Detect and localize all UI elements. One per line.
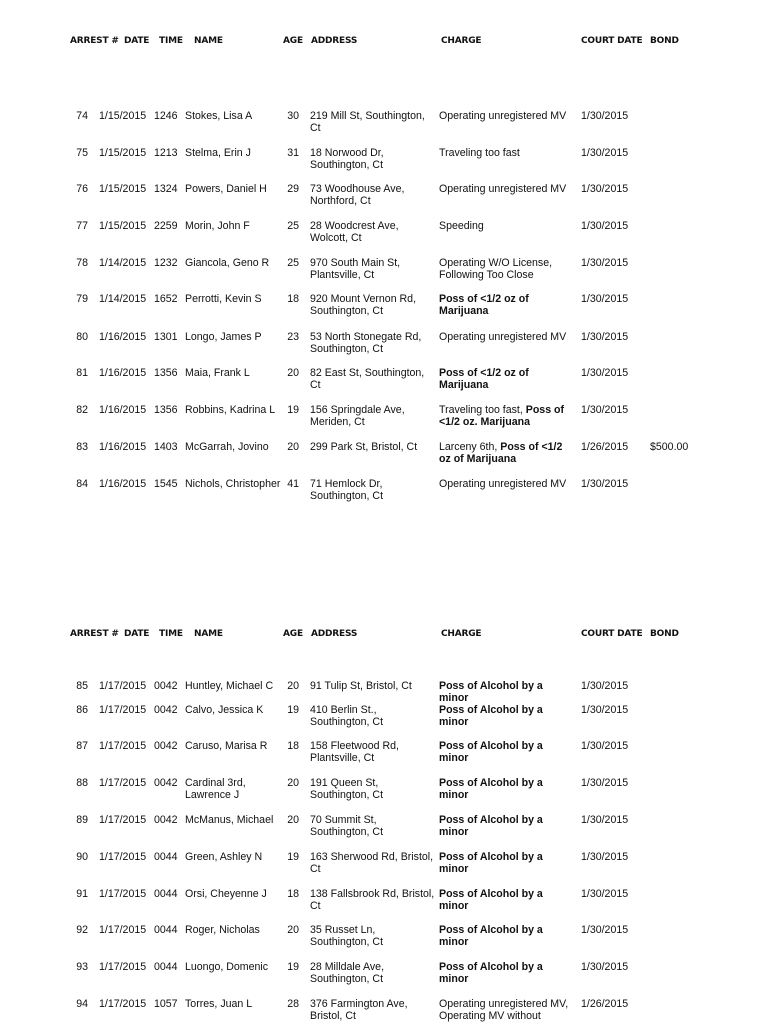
cell-court-date: 1/30/2015 <box>581 924 629 936</box>
cell-name: Longo, James P <box>185 331 262 343</box>
cell-time: 1403 <box>154 441 178 453</box>
cell-name: Robbins, Kadrina L <box>185 404 276 416</box>
cell-name: Luongo, Domenic <box>185 961 269 973</box>
cell-name: Nichols, Christopher <box>185 478 281 490</box>
charge-text-bold: Poss of Alcohol by a minor <box>439 851 543 875</box>
cell-name: Green, Ashley N <box>185 851 263 863</box>
cell-court-date: 1/30/2015 <box>581 331 629 343</box>
cell-charge <box>439 740 573 764</box>
table-row <box>0 704 768 738</box>
cell-age: 41 <box>287 478 299 490</box>
cell-time: 1545 <box>154 478 178 490</box>
header-date: DATE <box>124 629 150 639</box>
table-row <box>0 777 768 811</box>
cell-date: 1/15/2015 <box>99 147 147 159</box>
table-row <box>0 331 768 365</box>
cell-age: 20 <box>287 924 299 936</box>
cell-arrest-number: 76 <box>76 183 88 195</box>
cell-date: 1/15/2015 <box>99 220 147 232</box>
cell-address: 82 East St, Southington, Ct <box>310 367 425 391</box>
header-time: TIME <box>159 36 183 46</box>
cell-arrest-number: 77 <box>76 220 88 232</box>
header-address: ADDRESS <box>311 36 358 46</box>
table-row <box>0 441 768 475</box>
cell-court-date: 1/30/2015 <box>581 257 629 269</box>
cell-address: 91 Tulip St, Bristol, Ct <box>310 680 412 692</box>
table-row <box>0 293 768 327</box>
cell-charge <box>439 888 573 912</box>
charge-text-bold: Poss of Alcohol by a minor <box>439 888 543 912</box>
charge-text: Operating unregistered MV <box>439 183 567 195</box>
header-bond: BOND <box>650 629 679 639</box>
cell-date: 1/15/2015 <box>99 110 147 122</box>
cell-age: 20 <box>287 814 299 826</box>
charge-text-bold: Poss of Alcohol by a minor <box>439 924 543 948</box>
cell-date: 1/16/2015 <box>99 367 147 379</box>
cell-charge <box>439 367 573 391</box>
cell-court-date: 1/30/2015 <box>581 220 629 232</box>
cell-court-date: 1/26/2015 <box>581 441 629 453</box>
charge-text-bold: Poss of <1/2 oz of Marijuana <box>439 293 529 317</box>
cell-address: 73 Woodhouse Ave, Northford, Ct <box>310 183 405 207</box>
cell-time: 1213 <box>154 147 178 159</box>
cell-name: Orsi, Cheyenne J <box>185 888 267 900</box>
cell-court-date: 1/30/2015 <box>581 777 629 789</box>
charge-text-bold: Poss of Alcohol by a minor <box>439 777 543 801</box>
cell-bond: $500.00 <box>650 441 689 453</box>
cell-arrest-number: 78 <box>76 257 88 269</box>
cell-age: 19 <box>287 961 299 973</box>
cell-address: 70 Summit St, Southington, Ct <box>310 814 384 838</box>
cell-court-date: 1/30/2015 <box>581 888 629 900</box>
cell-court-date: 1/30/2015 <box>581 704 629 716</box>
cell-address: 28 Woodcrest Ave, Wolcott, Ct <box>310 220 399 244</box>
cell-time: 1057 <box>154 998 178 1010</box>
charge-text-bold: Poss of <1/2 oz of Marijuana <box>439 367 529 391</box>
charge-text: Operating unregistered MV <box>439 478 567 490</box>
cell-date: 1/17/2015 <box>99 961 147 973</box>
cell-name: Perrotti, Kevin S <box>185 293 262 305</box>
table-row <box>0 888 768 922</box>
cell-address: 53 North Stonegate Rd, Southington, Ct <box>310 331 422 355</box>
cell-name: Stelma, Erin J <box>185 147 251 159</box>
cell-age: 18 <box>287 740 299 752</box>
cell-age: 18 <box>287 293 299 305</box>
cell-age: 20 <box>287 680 299 692</box>
charge-text: Operating W/O License, Following Too Close <box>439 257 553 281</box>
cell-date: 1/17/2015 <box>99 740 147 752</box>
cell-name: Maia, Frank L <box>185 367 250 379</box>
cell-court-date: 1/26/2015 <box>581 998 629 1010</box>
cell-charge <box>439 704 573 728</box>
cell-name: Torres, Juan L <box>185 998 253 1010</box>
cell-time: 1324 <box>154 183 178 195</box>
cell-address: 156 Springdale Ave, Meriden, Ct <box>310 404 405 428</box>
table-row <box>0 961 768 995</box>
cell-address: 376 Farmington Ave, Bristol, Ct <box>310 998 408 1022</box>
cell-arrest-number: 87 <box>76 740 88 752</box>
charge-text: Traveling too fast <box>439 147 520 159</box>
table-row <box>0 257 768 291</box>
charge-text-bold: Poss of Alcohol by a minor <box>439 740 543 764</box>
cell-time: 0044 <box>154 924 178 936</box>
cell-age: 19 <box>287 704 299 716</box>
cell-time: 1232 <box>154 257 178 269</box>
cell-court-date: 1/30/2015 <box>581 961 629 973</box>
cell-charge <box>439 998 573 1022</box>
cell-age: 31 <box>287 147 299 159</box>
cell-date: 1/16/2015 <box>99 331 147 343</box>
cell-age: 20 <box>287 367 299 379</box>
cell-charge <box>439 814 573 838</box>
cell-age: 20 <box>287 441 299 453</box>
header-charge: CHARGE <box>441 36 482 46</box>
cell-arrest-number: 90 <box>76 851 88 863</box>
cell-court-date: 1/30/2015 <box>581 478 629 490</box>
cell-address: 163 Sherwood Rd, Bristol, Ct <box>310 851 434 875</box>
cell-date: 1/17/2015 <box>99 851 147 863</box>
table-row <box>0 183 768 217</box>
charge-text: Operating unregistered MV <box>439 110 567 122</box>
cell-arrest-number: 92 <box>76 924 88 936</box>
table-row <box>0 220 768 254</box>
cell-name: Giancola, Geno R <box>185 257 270 269</box>
cell-age: 23 <box>287 331 299 343</box>
cell-arrest-number: 89 <box>76 814 88 826</box>
table-row <box>0 404 768 438</box>
cell-charge <box>439 220 573 232</box>
cell-court-date: 1/30/2015 <box>581 814 629 826</box>
cell-date: 1/15/2015 <box>99 183 147 195</box>
cell-court-date: 1/30/2015 <box>581 367 629 379</box>
cell-court-date: 1/30/2015 <box>581 110 629 122</box>
cell-address: 299 Park St, Bristol, Ct <box>310 441 418 453</box>
cell-name: McGarrah, Jovino <box>185 441 269 453</box>
table-row <box>0 110 768 144</box>
header-name: NAME <box>194 36 223 46</box>
charge-text-bold: Poss of Alcohol by a minor <box>439 814 543 838</box>
header-court-date: COURT DATE <box>581 629 643 639</box>
cell-time: 0044 <box>154 961 178 973</box>
cell-address: 219 Mill St, Southington, Ct <box>310 110 425 134</box>
cell-charge <box>439 110 573 122</box>
cell-time: 0042 <box>154 814 178 826</box>
cell-name: Roger, Nicholas <box>185 924 260 936</box>
cell-date: 1/17/2015 <box>99 888 147 900</box>
cell-time: 1356 <box>154 404 178 416</box>
charge-text: Operating unregistered MV, Operating MV without <box>439 998 569 1022</box>
cell-charge <box>439 961 573 985</box>
cell-charge <box>439 257 573 281</box>
header-name: NAME <box>194 629 223 639</box>
charge-text: Larceny 6th, <box>439 441 501 453</box>
table-row <box>0 740 768 774</box>
cell-age: 18 <box>287 888 299 900</box>
cell-time: 0042 <box>154 704 178 716</box>
cell-name: Caruso, Marisa R <box>185 740 268 752</box>
cell-arrest-number: 81 <box>76 367 88 379</box>
cell-arrest-number: 85 <box>76 680 88 692</box>
header-time: TIME <box>159 629 183 639</box>
cell-charge <box>439 404 573 428</box>
charge-text: Operating unregistered MV <box>439 331 567 343</box>
cell-arrest-number: 83 <box>76 441 88 453</box>
cell-age: 19 <box>287 851 299 863</box>
cell-address: 158 Fleetwood Rd, Plantsville, Ct <box>310 740 399 764</box>
charge-text-bold: Poss of Alcohol by a minor <box>439 704 543 728</box>
cell-date: 1/17/2015 <box>99 814 147 826</box>
charge-text: Traveling too fast, <box>439 404 526 416</box>
charge-text-bold: Poss of Alcohol by a minor <box>439 961 543 985</box>
cell-arrest-number: 75 <box>76 147 88 159</box>
cell-arrest-number: 79 <box>76 293 88 305</box>
cell-address: 410 Berlin St., Southington, Ct <box>310 704 384 728</box>
cell-charge <box>439 293 573 317</box>
cell-age: 30 <box>287 110 299 122</box>
cell-address: 920 Mount Vernon Rd, Southington, Ct <box>310 293 417 317</box>
table-row <box>0 851 768 885</box>
cell-age: 25 <box>287 220 299 232</box>
cell-charge <box>439 331 573 343</box>
cell-address: 138 Fallsbrook Rd, Bristol, Ct <box>310 888 435 912</box>
table-row <box>0 147 768 181</box>
cell-date: 1/14/2015 <box>99 293 147 305</box>
cell-arrest-number: 86 <box>76 704 88 716</box>
cell-date: 1/16/2015 <box>99 478 147 490</box>
cell-date: 1/17/2015 <box>99 777 147 789</box>
cell-age: 19 <box>287 404 299 416</box>
cell-time: 0042 <box>154 777 178 789</box>
cell-time: 2259 <box>154 220 178 232</box>
cell-time: 1356 <box>154 367 178 379</box>
cell-court-date: 1/30/2015 <box>581 293 629 305</box>
header-date: DATE <box>124 36 150 46</box>
cell-charge <box>439 478 573 490</box>
table-row <box>0 478 768 512</box>
header-age: AGE <box>283 629 303 639</box>
table-row <box>0 924 768 958</box>
cell-charge <box>439 851 573 875</box>
cell-arrest-number: 93 <box>76 961 88 973</box>
cell-time: 0042 <box>154 680 178 692</box>
cell-arrest-number: 84 <box>76 478 88 490</box>
cell-court-date: 1/30/2015 <box>581 680 629 692</box>
cell-arrest-number: 74 <box>76 110 88 122</box>
cell-address: 71 Hemlock Dr, Southington, Ct <box>310 478 384 502</box>
charge-text: Speeding <box>439 220 484 232</box>
cell-arrest-number: 91 <box>76 888 88 900</box>
cell-arrest-number: 80 <box>76 331 88 343</box>
header-charge: CHARGE <box>441 629 482 639</box>
cell-name: Powers, Daniel H <box>185 183 267 195</box>
cell-date: 1/17/2015 <box>99 680 147 692</box>
cell-date: 1/16/2015 <box>99 441 147 453</box>
cell-address: 191 Queen St, Southington, Ct <box>310 777 384 801</box>
cell-arrest-number: 94 <box>76 998 88 1010</box>
cell-time: 0044 <box>154 851 178 863</box>
cell-date: 1/14/2015 <box>99 257 147 269</box>
cell-name: Morin, John F <box>185 220 250 232</box>
table-row <box>0 998 768 1032</box>
cell-date: 1/17/2015 <box>99 704 147 716</box>
cell-time: 1301 <box>154 331 178 343</box>
cell-name: Cardinal 3rd, Lawrence J <box>185 777 246 801</box>
cell-court-date: 1/30/2015 <box>581 851 629 863</box>
cell-age: 20 <box>287 777 299 789</box>
cell-charge <box>439 924 573 948</box>
charge-text-bold: Poss of <1/2 oz of Marijuana <box>439 441 563 465</box>
table-row <box>0 814 768 848</box>
cell-court-date: 1/30/2015 <box>581 147 629 159</box>
table-row <box>0 367 768 401</box>
header-address: ADDRESS <box>311 629 358 639</box>
cell-age: 28 <box>287 998 299 1010</box>
cell-court-date: 1/30/2015 <box>581 740 629 752</box>
cell-address: 35 Russet Ln, Southington, Ct <box>310 924 384 948</box>
cell-time: 1652 <box>154 293 178 305</box>
cell-date: 1/17/2015 <box>99 998 147 1010</box>
cell-arrest-number: 82 <box>76 404 88 416</box>
cell-date: 1/16/2015 <box>99 404 147 416</box>
cell-charge <box>439 183 573 195</box>
cell-age: 25 <box>287 257 299 269</box>
cell-charge <box>439 147 573 159</box>
header-bond: BOND <box>650 36 679 46</box>
table-header <box>0 629 768 643</box>
charge-text-bold: Poss of <1/2 oz. Marijuana <box>439 404 565 428</box>
cell-address: 28 Milldale Ave, Southington, Ct <box>310 961 385 985</box>
cell-time: 0044 <box>154 888 178 900</box>
header-court-date: COURT DATE <box>581 36 643 46</box>
cell-charge <box>439 777 573 801</box>
cell-age: 29 <box>287 183 299 195</box>
cell-name: Stokes, Lisa A <box>185 110 253 122</box>
cell-name: Calvo, Jessica K <box>185 704 264 716</box>
cell-address: 18 Norwood Dr, Southington, Ct <box>310 147 384 171</box>
cell-court-date: 1/30/2015 <box>581 404 629 416</box>
table-header <box>0 36 768 50</box>
cell-court-date: 1/30/2015 <box>581 183 629 195</box>
header-age: AGE <box>283 36 303 46</box>
cell-name: Huntley, Michael C <box>185 680 274 692</box>
cell-time: 1246 <box>154 110 178 122</box>
header-arrest: ARREST # <box>70 36 119 46</box>
header-arrest: ARREST # <box>70 629 119 639</box>
cell-charge <box>439 441 573 465</box>
cell-name: McManus, Michael <box>185 814 274 826</box>
cell-address: 970 South Main St, Plantsville, Ct <box>310 257 401 281</box>
cell-time: 0042 <box>154 740 178 752</box>
cell-arrest-number: 88 <box>76 777 88 789</box>
cell-charge <box>439 680 573 704</box>
charge-text-bold: Poss of Alcohol by a minor <box>439 680 543 704</box>
cell-date: 1/17/2015 <box>99 924 147 936</box>
